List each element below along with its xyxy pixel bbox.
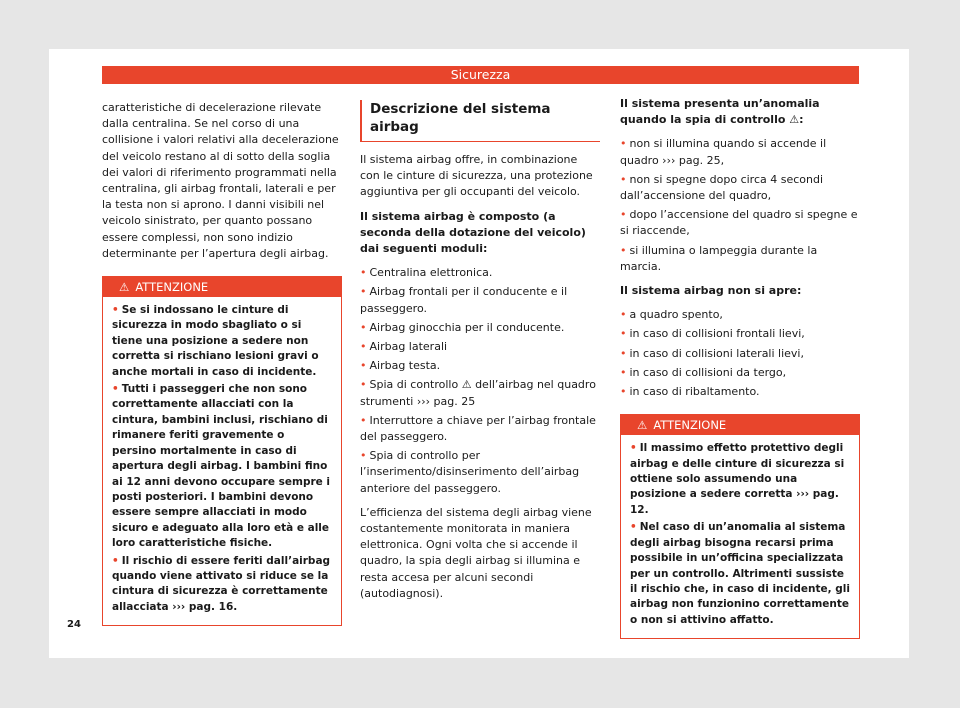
modules-heading: Il sistema airbag è composto (a seconda della dotazione del veicolo) dai seguenti moduli: [360, 209, 586, 256]
list-item: • Airbag frontali per il conducente e il passeggero. [360, 285, 568, 315]
list-item: • Spia di controllo per l’inserimento/disinserimento dell’airbag anteriore del passeggero. [360, 449, 580, 495]
warning-item: • Tutti i passeggeri che non sono correttamente allacciati con la cintura, bambini inclusi, rischiano di rimanere feriti gravemente o persino mortalmente in caso di apertura degli airbag. I bambini fino ai 12 anni devono occupare sempre i posti posteriori. I bambini devono essere sempre allacciati in modo sicuro e adeguato alla loro età e alle loro caratteristiche fisiche. [112, 383, 331, 550]
list-item: • Airbag laterali [360, 340, 448, 354]
list-item: • a quadro spento, [620, 308, 723, 322]
page-number: 24 [67, 619, 81, 630]
column-right [620, 96, 860, 639]
warning-box [102, 276, 342, 626]
list-item: • Spia di controllo ⚠ dell’airbag nel quadro strumenti ››› pag. 25 [360, 378, 596, 408]
warning-item: • Se si indossano le cinture di sicurezza in modo sbagliato o si tiene una posizione a sedere non corretta si rischiano lesioni gravi o anche mortali in caso di incidente. [112, 304, 319, 378]
list-item: • si illumina o lampeggia durante la marcia. [620, 243, 818, 273]
list-item: • Centralina elettronica. [360, 266, 493, 280]
warning-triangle-icon: ⚠ [637, 418, 648, 433]
warning-item: • Nel caso di un’anomalia al sistema degli airbag bisogna recarsi prima possibile in un’officina specializzata per un controllo. Altrimenti sussiste il rischio che, in caso di incidente, gli airbag non funzionino correttamente o non si attivino affatto. [630, 521, 850, 626]
section-title: Descrizione del sistema airbag [360, 100, 600, 142]
warning-item: • Il rischio di essere feriti dall’airbag quando viene attivato si riduce se la cintura di sicurezza è correttamente allacciata ››› pag. 16. [112, 554, 331, 613]
outro-paragraph: L’efficienza del sistema degli airbag viene costantemente monitorata in maniera elettronica. Ogni volta che si accende il quadro, la spia degli airbag si illumina e resta accesa per alcuni secondi (autodiagnosi). [360, 505, 592, 600]
warning-title: ATTENZIONE [653, 418, 727, 433]
list-item: • in caso di ribaltamento. [620, 385, 760, 399]
list-item: • Interruttore a chiave per l’airbag frontale del passeggero. [360, 413, 596, 444]
list-item: • Airbag testa. [360, 359, 441, 373]
intro-paragraph: Il sistema airbag offre, in combinazione con le cinture di sicurezza, una protezione aggiuntiva per gli occupanti del veicolo. [360, 153, 593, 199]
intro-paragraph: caratteristiche di decelerazione rilevate dalla centralina. Se nel corso di una collisione i valori relativi alla decelerazione del veicolo restano al di sotto della soglia dei valori di riferimento programmati nella centralina, gli airbag frontali, laterali e per la testa non si aprono. I danni visibili nel veicolo sinistrato, per quanto possano essere complessi, non sono indizio determinante per l’apertura degli airbag. [102, 101, 339, 260]
anomaly-heading: Il sistema presenta un’anomalia quando la spia di controllo ⚠: [620, 97, 820, 127]
list-item: • in caso di collisioni da tergo, [620, 365, 787, 379]
list-item: • non si illumina quando si accende il quadro ››› pag. 25, [620, 137, 827, 167]
list-item: • dopo l’accensione del quadro si spegne e si riaccende, [620, 208, 858, 238]
column-middle [360, 100, 600, 610]
list-item: • in caso di collisioni frontali lievi, [620, 327, 805, 341]
column-left [102, 100, 342, 626]
warning-box [620, 414, 860, 639]
warning-header [103, 277, 341, 297]
warning-title: ATTENZIONE [135, 280, 209, 295]
warning-header [621, 415, 859, 435]
noopen-heading: Il sistema airbag non si apre: [620, 284, 802, 298]
list-item: • non si spegne dopo circa 4 secondi dall’accensione del quadro, [620, 172, 824, 203]
list-item: • in caso di collisioni laterali lievi, [620, 346, 804, 360]
section-header: Sicurezza [102, 66, 859, 84]
list-item: • Airbag ginocchia per il conducente. [360, 320, 565, 334]
warning-triangle-icon: ⚠ [119, 280, 130, 295]
warning-body [103, 297, 341, 625]
warning-item: • Il massimo effetto protettivo degli airbag e delle cinture di sicurezza si ottiene solo assumendo una posizione a sedere corretta ››› pag. 12. [630, 442, 845, 516]
warning-body [621, 435, 859, 638]
